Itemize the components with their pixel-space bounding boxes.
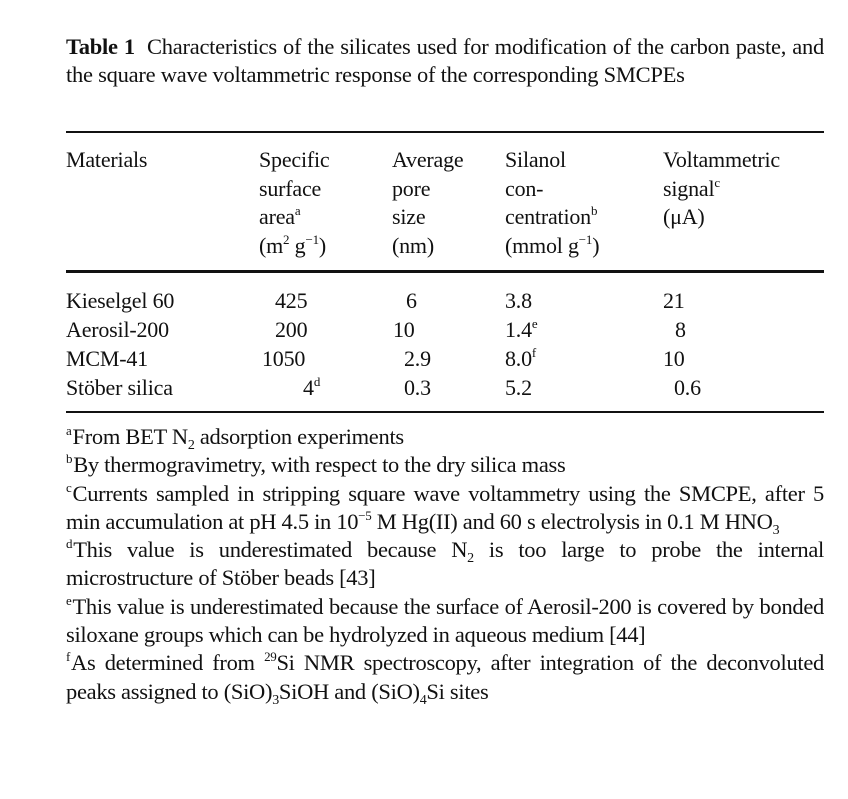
cell-area: 4$^d$ bbox=[303, 374, 321, 400]
cell-signal: 10 bbox=[663, 346, 685, 371]
cell-area: 1050 bbox=[262, 346, 306, 371]
table-row bbox=[66, 373, 824, 402]
top-rule bbox=[66, 131, 824, 133]
cell-pore: 2.9 bbox=[404, 346, 431, 371]
cell-silanol: 1.4e bbox=[505, 316, 538, 342]
footnote-b: $^b$By thermogravimetry, with respect to the dry silica mass bbox=[66, 451, 566, 478]
table-row bbox=[66, 344, 824, 373]
bottom-rule bbox=[66, 411, 824, 413]
header-pore-size: Average pore size (nm) bbox=[392, 147, 464, 258]
table-row bbox=[66, 315, 824, 344]
table-row bbox=[66, 286, 824, 315]
header-materials: Materials bbox=[66, 147, 148, 172]
header-voltammetric-signal: Voltammetric signal$^c$ (μA) bbox=[663, 147, 780, 229]
table-label: Table 1 bbox=[66, 34, 135, 59]
header-rule bbox=[66, 270, 824, 273]
caption-text: Characteristics of the silicates used for modification of the carbon paste, and the square wave voltammetric response of the corresponding SMCPEs bbox=[66, 34, 825, 87]
cell-material: Stöber silica bbox=[66, 375, 173, 400]
cell-material: Aerosil-200 bbox=[66, 317, 169, 342]
table-caption bbox=[66, 33, 824, 89]
header-surface-area: Specific surface area$^a$ ($m^2$ $g^{-1}$) bbox=[259, 147, 330, 258]
cell-signal: 8 bbox=[675, 317, 686, 342]
cell-pore: 10 bbox=[393, 317, 415, 342]
cell-silanol: 5.2 bbox=[505, 375, 532, 400]
footnote-d: $^d$This value is underestimated because $N_2$ is too large to probe the internal microstructure of Stöber beads [43] bbox=[66, 536, 824, 591]
footnote-e: $^e$This value is underestimated because the surface of Aerosil-200 is covered by bonded siloxane groups which can be hydrolyzed in aqueous medium [44] bbox=[66, 592, 824, 648]
cell-silanol: 8.0$^f$ bbox=[505, 345, 537, 371]
footnote-a: $^a$From BET $N_2$ adsorption experiments bbox=[66, 423, 404, 453]
cell-pore: 0.3 bbox=[404, 375, 431, 400]
footnote-f: $^f$As determined from $^{29}$Si NMR spectroscopy, after integration of the deconvoluted peaks assigned to $(SiO)_3SiOH$ and $(SiO)_4Si$ sites bbox=[66, 649, 824, 708]
cell-signal: 0.6 bbox=[674, 375, 701, 400]
cell-silanol: 3.8 bbox=[505, 288, 532, 313]
header-silanol: Silanol con- centration$^b$ (mmol $g^{-1}$) bbox=[505, 147, 600, 258]
cell-area: 425 bbox=[275, 288, 308, 313]
cell-material: MCM-41 bbox=[66, 346, 148, 371]
footnotes bbox=[66, 423, 824, 706]
footnote-c: $^c$Currents sampled in stripping square wave voltammetry using the SMCPE, after 5 min accumulation at pH 4.5 in $10^{-5}$ M Hg(II) and 60 s electrolysis in 0.1 M $HNO_3$ bbox=[66, 479, 824, 538]
cell-material: Kieselgel 60 bbox=[66, 288, 175, 313]
cell-pore: 6 bbox=[406, 288, 417, 313]
cell-signal: 21 bbox=[663, 288, 685, 313]
cell-area: 200 bbox=[275, 317, 308, 342]
